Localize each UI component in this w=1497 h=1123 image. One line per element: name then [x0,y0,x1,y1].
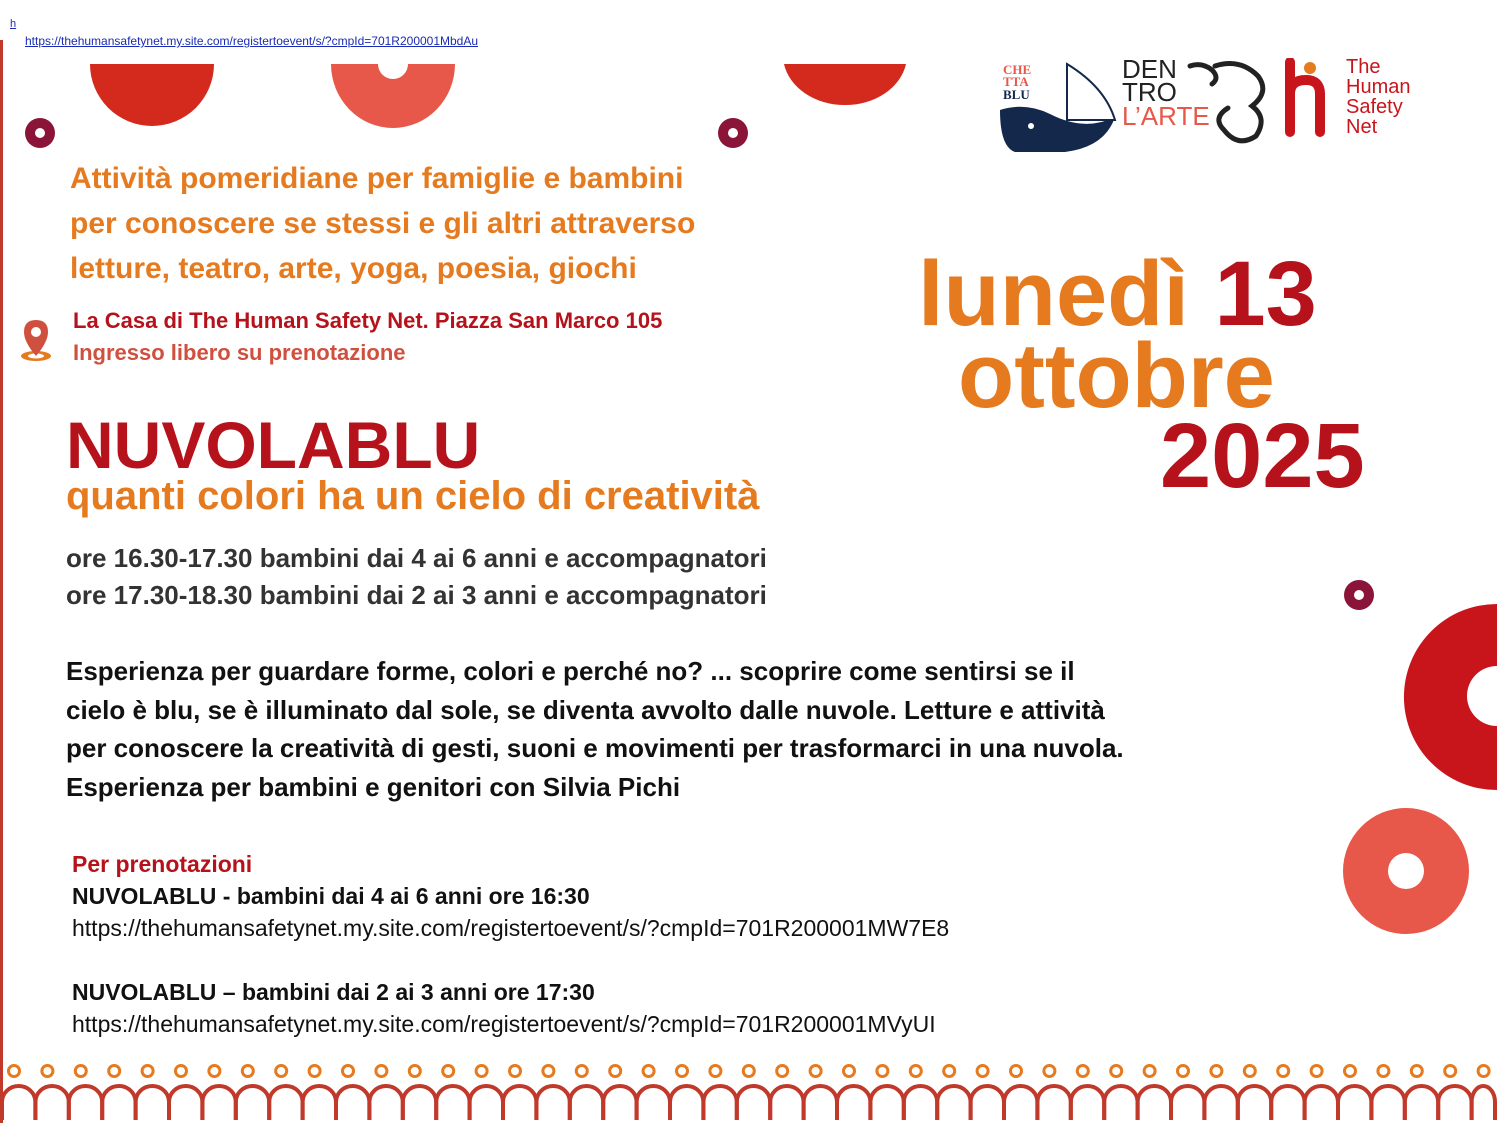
border-ring [1311,1066,1322,1077]
border-arch [303,1086,336,1120]
logo-barchetta-line3: BLU [1003,87,1030,102]
registration-link-top[interactable]: https://thehumansafetynet.my.site.com/registertoevent/s/?cmpId=701R200001MbdAu [25,34,479,48]
border-arch [470,1086,503,1120]
half-circle-red-left [90,64,214,126]
border-ring [977,1066,988,1077]
description-line: cielo è blu, se è illuminato dal sole, se diventa avvolto dalle nuvole. Letture e attività [66,694,1105,725]
intro-text [70,156,695,291]
description-line: Esperienza per bambini e genitori con Silvia Pichi [66,771,681,802]
border-arch [136,1086,169,1120]
booking-item-url[interactable]: https://thehumansafetynet.my.site.com/registertoevent/s/?cmpId=701R200001MW7E8 [72,915,950,941]
border-ring [677,1066,688,1077]
border-ring [1111,1066,1122,1077]
description-line: Esperienza per guardare forme, colori e perché no? ... scoprire come sentirsi se il [66,656,1075,686]
logo-dentro-line2: TRO [1122,77,1177,107]
border-arch [637,1086,670,1120]
border-arch [570,1086,603,1120]
border-arch [102,1086,135,1120]
border-arch [1371,1086,1404,1120]
border-arch [169,1086,202,1120]
border-arch [737,1086,770,1120]
border-ring [1345,1066,1356,1077]
border-arch [937,1086,970,1120]
border-ring [109,1066,120,1077]
border-arch [1204,1086,1237,1120]
border-ring [743,1066,754,1077]
border-arch [837,1086,870,1120]
border-arch [804,1086,837,1120]
border-arch [904,1086,937,1120]
border-arch [503,1086,536,1120]
event-subtitle: quanti colori ha un cielo di creatività [66,474,760,518]
donut-red-right [1404,604,1497,790]
border-ring [409,1066,420,1077]
donut-coral-top [331,64,455,128]
border-ring [1011,1066,1022,1077]
border-arch [436,1086,469,1120]
border-ring [910,1066,921,1077]
location-pin-icon [18,318,54,362]
decorative-bottom-border [0,1058,1497,1123]
date-month: ottobre [958,325,1275,427]
border-arch [1238,1086,1271,1120]
border-ring [9,1066,20,1077]
border-ring [877,1066,888,1077]
date-weekday: lunedì [918,243,1189,345]
date-year: 2025 [1160,405,1365,507]
logo-ths-line2: Human [1346,76,1411,98]
border-ring [42,1066,53,1077]
border-arch [1438,1086,1471,1120]
border-ring [1077,1066,1088,1077]
schedule [66,540,767,614]
border-arch [369,1086,402,1120]
border-ring [777,1066,788,1077]
border-ring [1278,1066,1289,1077]
border-ring [209,1066,220,1077]
intro-line: letture, teatro, arte, yoga, poesia, giochi [70,252,637,285]
border-ring [1211,1066,1222,1077]
border-arch [2,1086,35,1120]
border-ring [543,1066,554,1077]
venue-address: La Casa di The Human Safety Net. Piazza San Marco 105 [73,308,663,333]
border-arch [971,1086,1004,1120]
border-ring [510,1066,521,1077]
border-arch [403,1086,436,1120]
logo-barchetta-line1: CHE [1003,62,1032,77]
border-arch [1338,1086,1371,1120]
border-ring [1178,1066,1189,1077]
top-link-fragment[interactable]: h [10,18,17,30]
booking-item-label: NUVOLABLU - bambini dai 4 ai 6 anni ore 16:30 [72,883,590,909]
border-ring [276,1066,287,1077]
border-ring [1244,1066,1255,1077]
date-day: 13 [1214,243,1317,345]
border-arch [236,1086,269,1120]
booking-section [72,848,949,1040]
border-ring [1478,1066,1489,1077]
schedule-item: ore 16.30-17.30 bambini dai 4 ai 6 anni e accompagnatori [66,543,767,573]
logo-dentro-larte [1120,58,1270,146]
border-ring [476,1066,487,1077]
logo-ths-line3: Safety [1346,96,1403,118]
border-arch [1037,1086,1070,1120]
border-arch [1138,1086,1171,1120]
logo-ths-line4: Net [1346,116,1378,138]
border-arch [69,1086,102,1120]
border-arch [870,1086,903,1120]
border-ring [576,1066,587,1077]
venue-entry: Ingresso libero su prenotazione [73,340,406,365]
intro-line: Attività pomeridiane per famiglie e bambini [70,162,684,195]
border-ring [944,1066,955,1077]
description-line: per conoscere la creatività di gesti, suoni e movimenti per trasformarci in una nuvola. [66,733,1124,763]
scribble-frame-icon [1215,64,1263,141]
ths-h-icon [1290,62,1320,132]
border-arch [202,1086,235,1120]
border-arch [1104,1086,1137,1120]
border-ring [844,1066,855,1077]
intro-line: per conoscere se stessi e gli altri attraverso [70,207,696,240]
border-ring [1144,1066,1155,1077]
border-arch [1405,1086,1438,1120]
logo-ths-line1: The [1346,58,1381,78]
border-arch [1305,1086,1338,1120]
booking-header: Per prenotazioni [72,851,253,877]
border-arch [603,1086,636,1120]
booking-item-label: NUVOLABLU – bambini dai 2 ai 3 anni ore 17:30 [72,979,595,1005]
border-arch [1271,1086,1304,1120]
half-circle-red-right [784,64,906,105]
border-ring [810,1066,821,1077]
logo-dentro-line3: L’ARTE [1122,101,1210,131]
border-ring [376,1066,387,1077]
border-ring [610,1066,621,1077]
border-ring [309,1066,320,1077]
border-arch [1004,1086,1037,1120]
border-arch [1071,1086,1104,1120]
border-arch [336,1086,369,1120]
border-arch [35,1086,68,1120]
border-arch [703,1086,736,1120]
border-arch [770,1086,803,1120]
schedule-item: ore 17.30-18.30 bambini dai 2 ai 3 anni e accompagnatori [66,580,767,610]
logo-dentro-line1: DEN [1122,58,1177,84]
logo-the-human-safety-net [1284,58,1434,140]
border-ring [142,1066,153,1077]
border-ring [75,1066,86,1077]
event-title: NUVOLABLU [66,408,481,482]
border-ring [242,1066,253,1077]
logo-barchetta-blu [995,62,1120,154]
border-ring [443,1066,454,1077]
event-description [66,652,1124,806]
border-ring [343,1066,354,1077]
booking-item-url[interactable]: https://thehumansafetynet.my.site.com/registertoevent/s/?cmpId=701R200001MVyUI [72,1011,936,1037]
border-arch [670,1086,703,1120]
border-arch [1472,1086,1495,1120]
boat-sail-icon [1067,64,1115,120]
border-ring [176,1066,187,1077]
border-arch [269,1086,302,1120]
border-ring [1411,1066,1422,1077]
border-ring [1044,1066,1055,1077]
border-ring [1378,1066,1389,1077]
border-ring [710,1066,721,1077]
border-ring [1445,1066,1456,1077]
border-arch [1171,1086,1204,1120]
border-ring [643,1066,654,1077]
venue-info [73,305,662,369]
logo-barchetta-line2: TTA [1003,74,1029,89]
border-arch [536,1086,569,1120]
